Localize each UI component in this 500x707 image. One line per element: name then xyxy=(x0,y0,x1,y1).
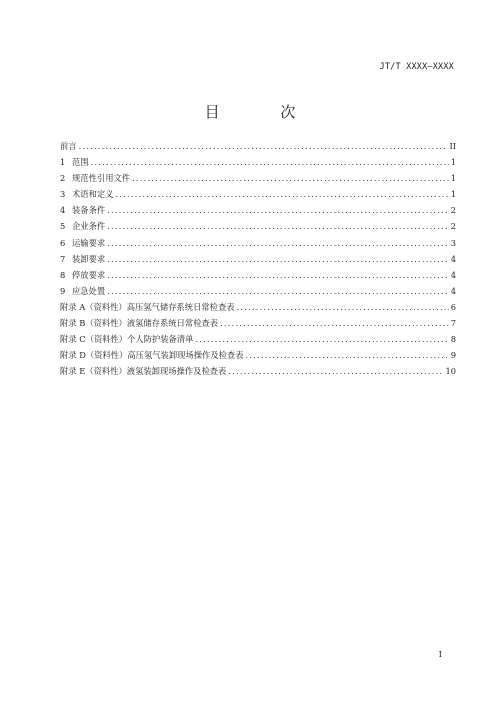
toc-entry-label: 运输要求 xyxy=(72,237,106,248)
toc-entry-appendix[interactable] xyxy=(60,301,456,317)
toc-entry-label: 规范性引用文件 xyxy=(72,173,131,184)
toc-leader-dots xyxy=(107,221,449,231)
toc-entry-label: 附录 B（资料性）液氢储存系统日常检查表 xyxy=(60,318,219,329)
toc-entry-page: 4 xyxy=(450,285,456,296)
toc-entry-page: 4 xyxy=(450,253,456,264)
toc-entry[interactable] xyxy=(60,140,456,156)
toc-leader-dots xyxy=(220,318,449,328)
document-code: JT/T XXXX—XXXX xyxy=(379,62,454,72)
toc-entry-number: 6 xyxy=(60,237,66,248)
toc-entry-number: 2 xyxy=(60,173,66,184)
toc-entry-page: 3 xyxy=(450,237,456,248)
toc-leader-dots xyxy=(116,189,449,199)
toc-entry-page: 6 xyxy=(450,301,456,312)
toc-leader-dots xyxy=(132,173,449,183)
toc-entry-label: 应急处置 xyxy=(72,285,106,296)
toc-entry-page: 10 xyxy=(445,366,456,377)
toc-leader-dots xyxy=(246,350,449,360)
toc-leader-dots xyxy=(107,238,449,248)
toc-entry[interactable] xyxy=(60,285,456,301)
toc-entry-page: 8 xyxy=(450,334,456,345)
toc-entry-page: 1 xyxy=(450,157,456,168)
toc-entry-page: 1 xyxy=(450,189,456,200)
toc-leader-dots xyxy=(228,366,443,376)
toc-entry-label: 附录 E（资料性）液氢装卸现场操作及检查表 xyxy=(60,366,227,377)
toc-entry-number: 9 xyxy=(60,285,66,296)
toc-leader-dots xyxy=(107,270,449,280)
toc-title: 目 次 xyxy=(204,103,324,121)
toc-entry-page: 2 xyxy=(450,205,456,216)
toc-entry-label: 前言 xyxy=(60,141,77,151)
toc-leader-dots xyxy=(91,157,449,167)
toc-entry-appendix[interactable] xyxy=(60,365,456,381)
toc-entry-page: 9 xyxy=(450,350,456,361)
toc-entry-label: 术语和定义 xyxy=(72,189,114,200)
toc-leader-dots xyxy=(107,254,449,264)
toc-entry-number: 8 xyxy=(60,269,66,280)
toc-entry-page: 2 xyxy=(450,221,456,232)
table-of-contents xyxy=(60,140,456,381)
toc-leader-dots xyxy=(107,286,449,296)
toc-leader-dots xyxy=(79,141,448,151)
toc-entry[interactable] xyxy=(60,156,456,172)
toc-entry-page: II xyxy=(449,141,456,151)
toc-entry-appendix[interactable] xyxy=(60,333,456,349)
toc-leader-dots xyxy=(195,334,448,344)
toc-entry-number: 4 xyxy=(60,205,66,216)
toc-entry-number: 1 xyxy=(60,157,66,168)
toc-entry-label: 附录 C（资料性）个人防护装备清单 xyxy=(60,334,194,345)
toc-entry-page: 1 xyxy=(450,173,456,184)
toc-leader-dots xyxy=(107,205,449,215)
toc-entry-label: 企业条件 xyxy=(72,221,106,232)
toc-entry-page: 4 xyxy=(450,269,456,280)
toc-entry[interactable] xyxy=(60,253,456,269)
toc-entry[interactable] xyxy=(60,172,456,188)
toc-entry-label: 附录 A（资料性）高压氢气储存系统日常检查表 xyxy=(60,301,235,312)
toc-entry[interactable] xyxy=(60,237,456,253)
toc-entry-appendix[interactable] xyxy=(60,349,456,365)
toc-entry-label: 装备条件 xyxy=(72,205,106,216)
toc-entry-label: 范围 xyxy=(72,157,89,168)
toc-leader-dots xyxy=(237,302,449,312)
toc-entry-number: 5 xyxy=(60,221,66,232)
toc-entry[interactable] xyxy=(60,204,456,220)
toc-entry-label: 附录 D（资料性）高压氢气装卸现场操作及检查表 xyxy=(60,350,244,361)
toc-entry-appendix[interactable] xyxy=(60,317,456,333)
toc-entry-number: 7 xyxy=(60,253,66,264)
page-number: I xyxy=(438,650,442,660)
toc-entry-label: 停放要求 xyxy=(72,269,106,280)
toc-entry[interactable] xyxy=(60,269,456,285)
toc-entry[interactable] xyxy=(60,220,456,236)
toc-entry-label: 装卸要求 xyxy=(72,253,106,264)
toc-entry-page: 7 xyxy=(450,318,456,329)
toc-entry[interactable] xyxy=(60,188,456,204)
toc-entry-number: 3 xyxy=(60,189,66,200)
